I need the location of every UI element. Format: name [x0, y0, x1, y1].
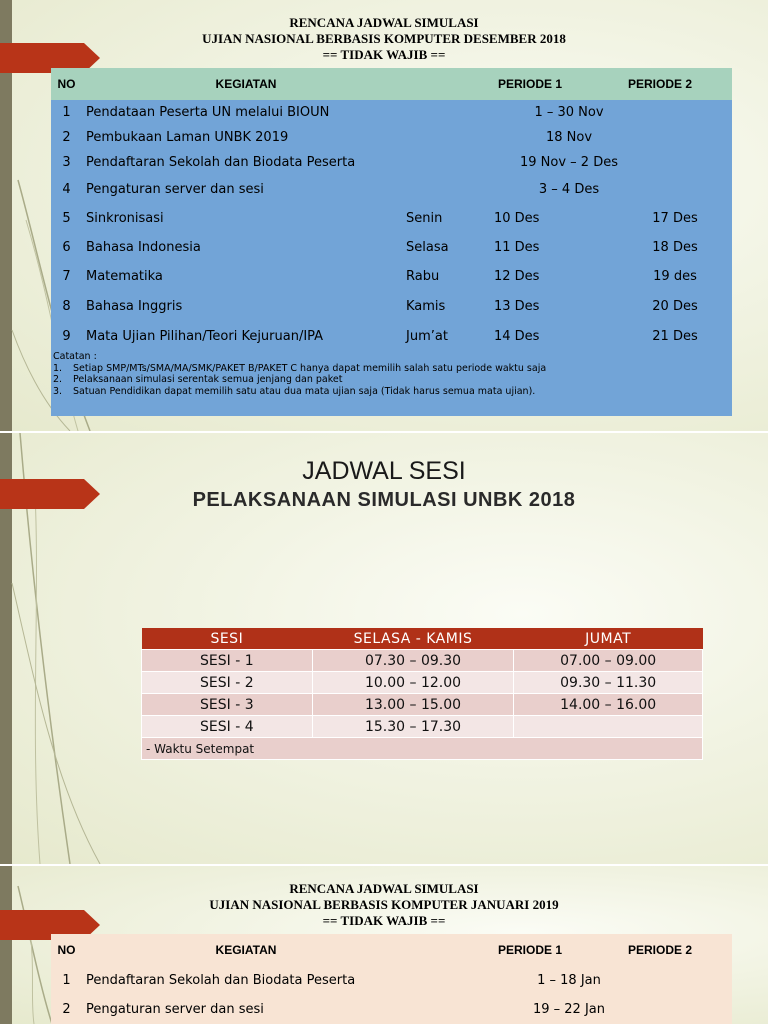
- cell-jumat: 14.00 – 16.00: [514, 694, 703, 716]
- row-no: 7: [62, 269, 71, 284]
- cell-sesi: SESI - 3: [142, 694, 313, 716]
- row-hari: Jum’at: [406, 328, 448, 344]
- row-periode: 19 – 22 Jan: [532, 1002, 606, 1017]
- table-row: [51, 291, 732, 321]
- note-item: 3. Satuan Pendidikan dapat memilih satu atau dua mata ujian saja (Tidak harus semua mata ujian).: [53, 385, 536, 397]
- row-periode: 19 Nov – 2 Des: [520, 155, 618, 170]
- table-footnote-row: [142, 738, 703, 760]
- row-hari: Rabu: [406, 269, 440, 284]
- row-no: 4: [62, 181, 71, 197]
- cell-selasa-kamis: 15.30 – 17.30: [312, 716, 514, 738]
- row-periode-1: 12 Des: [494, 269, 540, 284]
- header-kegiatan: KEGIATAN: [215, 943, 277, 957]
- row-kegiatan: Sinkronisasi: [86, 210, 164, 226]
- row-hari: Selasa: [406, 240, 449, 255]
- row-periode-2: 18 Des: [652, 240, 698, 255]
- row-periode-2: 20 Des: [652, 298, 698, 314]
- row-no: 8: [62, 298, 71, 314]
- row-periode-2: 21 Des: [652, 328, 698, 344]
- row-no: 1: [62, 973, 71, 988]
- table-header: [51, 934, 732, 966]
- row-no: 1: [62, 105, 71, 120]
- row-periode-1: 13 Des: [494, 298, 540, 314]
- row-periode: 1 – 18 Jan: [537, 973, 601, 988]
- cell-jumat: [514, 716, 703, 738]
- row-kegiatan: Pengaturan server dan sesi: [86, 1002, 264, 1017]
- row-no: 3: [62, 155, 71, 170]
- row-kegiatan: Bahasa Inggris: [86, 298, 183, 314]
- header-periode-2: PERIODE 2: [628, 77, 693, 91]
- row-kegiatan: Pendataan Peserta UN melalui BIOUN: [86, 105, 330, 120]
- table-row: [51, 125, 732, 150]
- table-row: [51, 995, 732, 1024]
- table-row: [142, 716, 703, 738]
- table-row: [51, 203, 732, 233]
- header-jumat: JUMAT: [514, 628, 703, 650]
- cell-jumat: 07.00 – 09.00: [514, 650, 703, 672]
- row-kegiatan: Bahasa Indonesia: [86, 240, 201, 255]
- sesi-table: [141, 628, 703, 760]
- row-periode: 3 – 4 Des: [538, 181, 600, 197]
- schedule-table-januari: [51, 934, 732, 1024]
- row-periode-1: 10 Des: [494, 210, 540, 226]
- table-row: [51, 233, 732, 262]
- slide3-title-line3: == TIDAK WAJIB ==: [322, 913, 446, 928]
- notes-block: [51, 351, 732, 397]
- page-title: JADWAL SESI: [302, 457, 466, 485]
- cell-sesi: SESI - 2: [142, 672, 313, 694]
- cell-selasa-kamis: 10.00 – 12.00: [312, 672, 514, 694]
- slide1-title-line3: == TIDAK WAJIB ==: [322, 47, 446, 62]
- row-periode-1: 14 Des: [494, 328, 540, 344]
- slide1-title-line2: UJIAN NASIONAL BERBASIS KOMPUTER DESEMBER 2018: [202, 31, 566, 46]
- row-periode-2: 17 Des: [652, 210, 698, 226]
- row-periode-1: 11 Des: [494, 240, 540, 255]
- slide3-title-line1: RENCANA JADWAL SIMULASI: [289, 881, 479, 896]
- footnote: - Waktu Setempat: [142, 738, 703, 760]
- row-kegiatan: Matematika: [86, 269, 163, 284]
- row-no: 2: [62, 130, 71, 145]
- table-row: [51, 966, 732, 995]
- header-no: NO: [57, 77, 76, 91]
- header-periode-1: PERIODE 1: [498, 77, 563, 91]
- row-hari: Senin: [406, 210, 443, 226]
- table-body: [51, 100, 732, 416]
- row-no: 9: [62, 328, 71, 344]
- row-periode: 18 Nov: [545, 130, 593, 145]
- cell-sesi: SESI - 4: [142, 716, 313, 738]
- table-row: [51, 262, 732, 291]
- row-periode: 1 – 30 Nov: [534, 105, 604, 120]
- header-selasa-kamis: SELASA - KAMIS: [312, 628, 514, 650]
- row-hari: Kamis: [406, 298, 446, 314]
- header-sesi: SESI: [142, 628, 313, 650]
- notes-title: Catatan :: [53, 351, 97, 362]
- cell-selasa-kamis: 13.00 – 15.00: [312, 694, 514, 716]
- header-no: NO: [57, 943, 76, 957]
- row-kegiatan: Pendaftaran Sekolah dan Biodata Peserta: [86, 973, 356, 988]
- slide3-title-line2: UJIAN NASIONAL BERBASIS KOMPUTER JANUARI 2019: [209, 897, 559, 912]
- table-row: [142, 694, 703, 716]
- table-row: [142, 650, 703, 672]
- table-header: [51, 68, 732, 100]
- table-header: [142, 628, 703, 650]
- table-row: [51, 150, 732, 175]
- row-kegiatan: Pengaturan server dan sesi: [86, 181, 264, 197]
- cell-sesi: SESI - 1: [142, 650, 313, 672]
- row-no: 6: [62, 240, 71, 255]
- cell-jumat: 09.30 – 11.30: [514, 672, 703, 694]
- row-no: 2: [62, 1002, 71, 1017]
- row-kegiatan: Pendaftaran Sekolah dan Biodata Peserta: [86, 155, 356, 170]
- header-periode-1: PERIODE 1: [498, 943, 563, 957]
- header-kegiatan: KEGIATAN: [215, 77, 277, 91]
- page-subtitle: PELAKSANAAN SIMULASI UNBK 2018: [192, 489, 576, 511]
- note-item: 2. Pelaksanaan simulasi serentak semua jenjang dan paket: [53, 374, 343, 385]
- row-kegiatan: Mata Ujian Pilihan/Teori Kejuruan/IPA: [86, 328, 324, 344]
- note-item: 1. Setiap SMP/MTs/SMA/MA/SMK/PAKET B/PAKET C hanya dapat memilih salah satu periode waktu saja: [53, 362, 547, 374]
- row-periode-2: 19 des: [653, 269, 697, 284]
- cell-selasa-kamis: 07.30 – 09.30: [312, 650, 514, 672]
- row-kegiatan: Pembukaan Laman UNBK 2019: [86, 130, 289, 145]
- header-periode-2: PERIODE 2: [628, 943, 693, 957]
- table-row: [142, 672, 703, 694]
- slide-januari-2019: [0, 866, 768, 1024]
- slide-desember-2018: [0, 0, 768, 431]
- slide-jadwal-sesi: [0, 433, 768, 864]
- row-no: 5: [62, 210, 71, 226]
- table-row: [51, 175, 732, 203]
- slide1-title-line1: RENCANA JADWAL SIMULASI: [289, 15, 479, 30]
- table-row: [51, 100, 732, 125]
- table-row: [51, 321, 732, 351]
- schedule-table-desember: [51, 68, 732, 416]
